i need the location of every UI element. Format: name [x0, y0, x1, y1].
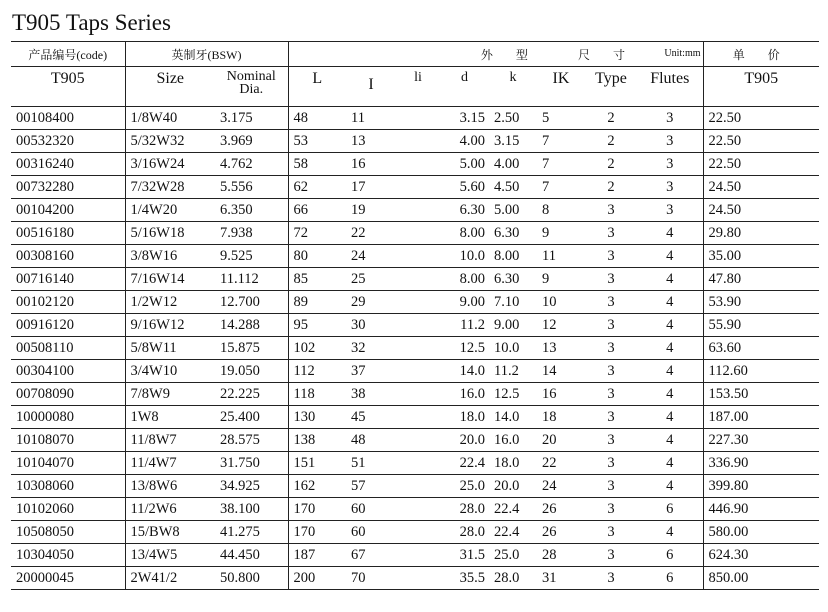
cell-code: 10104070	[11, 452, 125, 475]
cell-size: 5/16W18	[125, 222, 215, 245]
cell-nominal: 14.288	[215, 314, 288, 337]
cell-nominal: 3.175	[215, 107, 288, 130]
cell-type: 2	[585, 176, 637, 199]
cell-price: 187.00	[703, 406, 819, 429]
cell-nominal: 44.450	[215, 544, 288, 567]
table-row	[11, 291, 819, 314]
cell-li	[396, 291, 440, 314]
table-row	[11, 222, 819, 245]
cell-IK: 22	[537, 452, 585, 475]
cell-code: 10102060	[11, 498, 125, 521]
header-dimensions-group	[288, 42, 703, 67]
table-row	[11, 544, 819, 567]
cell-nominal: 31.750	[215, 452, 288, 475]
cell-d: 28.0	[440, 521, 489, 544]
cell-price: 63.60	[703, 337, 819, 360]
cell-code: 00716140	[11, 268, 125, 291]
cell-nominal: 28.575	[215, 429, 288, 452]
cell-I: 60	[346, 498, 396, 521]
cell-li	[396, 429, 440, 452]
cell-flutes: 4	[637, 222, 703, 245]
cell-d: 4.00	[440, 130, 489, 153]
table-row	[11, 567, 819, 590]
cell-IK: 9	[537, 268, 585, 291]
cell-li	[396, 107, 440, 130]
table-row	[11, 199, 819, 222]
cell-d: 5.60	[440, 176, 489, 199]
cell-IK: 5	[537, 107, 585, 130]
cell-I: 11	[346, 107, 396, 130]
cell-d: 5.00	[440, 153, 489, 176]
cell-price: 580.00	[703, 521, 819, 544]
cell-type: 3	[585, 314, 637, 337]
cell-nominal: 25.400	[215, 406, 288, 429]
cell-price: 112.60	[703, 360, 819, 383]
cell-k: 22.4	[489, 498, 537, 521]
cell-price: 22.50	[703, 153, 819, 176]
cell-flutes: 4	[637, 452, 703, 475]
cell-L: 102	[288, 337, 346, 360]
cell-L: 62	[288, 176, 346, 199]
cell-d: 11.2	[440, 314, 489, 337]
cell-d: 18.0	[440, 406, 489, 429]
cell-L: 130	[288, 406, 346, 429]
cell-nominal: 50.800	[215, 567, 288, 590]
cell-type: 2	[585, 130, 637, 153]
cell-IK: 7	[537, 153, 585, 176]
cell-type: 3	[585, 475, 637, 498]
cell-IK: 12	[537, 314, 585, 337]
cell-price: 24.50	[703, 176, 819, 199]
cell-code: 10304050	[11, 544, 125, 567]
header-IK: IK	[537, 67, 585, 107]
cell-IK: 28	[537, 544, 585, 567]
cell-k: 8.00	[489, 245, 537, 268]
cell-flutes: 6	[637, 567, 703, 590]
cell-I: 70	[346, 567, 396, 590]
cell-k: 4.00	[489, 153, 537, 176]
cell-I: 38	[346, 383, 396, 406]
cell-code: 00508110	[11, 337, 125, 360]
cell-k: 14.0	[489, 406, 537, 429]
cell-size: 9/16W12	[125, 314, 215, 337]
header-price: T905	[703, 67, 819, 107]
cell-I: 51	[346, 452, 396, 475]
cell-price: 227.30	[703, 429, 819, 452]
cell-price: 35.00	[703, 245, 819, 268]
cell-size: 11/8W7	[125, 429, 215, 452]
table-row	[11, 153, 819, 176]
cell-L: 89	[288, 291, 346, 314]
cell-I: 48	[346, 429, 396, 452]
cell-size: 13/4W5	[125, 544, 215, 567]
table-row	[11, 498, 819, 521]
cell-price: 24.50	[703, 199, 819, 222]
cell-d: 16.0	[440, 383, 489, 406]
cell-d: 10.0	[440, 245, 489, 268]
cell-price: 399.80	[703, 475, 819, 498]
cell-code: 00108400	[11, 107, 125, 130]
cell-k: 6.30	[489, 268, 537, 291]
table-row	[11, 383, 819, 406]
cell-L: 138	[288, 429, 346, 452]
cell-type: 3	[585, 245, 637, 268]
cell-k: 3.15	[489, 130, 537, 153]
cell-code: 10108070	[11, 429, 125, 452]
cell-code: 00104200	[11, 199, 125, 222]
cell-type: 3	[585, 291, 637, 314]
cell-li	[396, 498, 440, 521]
cell-code: 20000045	[11, 567, 125, 590]
cell-nominal: 22.225	[215, 383, 288, 406]
cell-nominal: 41.275	[215, 521, 288, 544]
table-row	[11, 337, 819, 360]
cell-L: 48	[288, 107, 346, 130]
cell-IK: 7	[537, 176, 585, 199]
cell-size: 5/8W11	[125, 337, 215, 360]
table-row	[11, 406, 819, 429]
cell-L: 53	[288, 130, 346, 153]
header-d: d	[440, 67, 489, 107]
cell-I: 57	[346, 475, 396, 498]
table-row	[11, 452, 819, 475]
cell-type: 3	[585, 429, 637, 452]
cell-flutes: 4	[637, 360, 703, 383]
cell-size: 11/2W6	[125, 498, 215, 521]
cell-size: 7/16W14	[125, 268, 215, 291]
cell-IK: 20	[537, 429, 585, 452]
cell-d: 8.00	[440, 222, 489, 245]
header-flutes: Flutes	[637, 67, 703, 107]
cell-IK: 8	[537, 199, 585, 222]
cell-IK: 24	[537, 475, 585, 498]
cell-li	[396, 360, 440, 383]
cell-size: 1/2W12	[125, 291, 215, 314]
cell-type: 3	[585, 360, 637, 383]
cell-price: 55.90	[703, 314, 819, 337]
cell-size: 1/4W20	[125, 199, 215, 222]
cell-k: 11.2	[489, 360, 537, 383]
cell-nominal: 11.112	[215, 268, 288, 291]
cell-flutes: 4	[637, 314, 703, 337]
cell-L: 118	[288, 383, 346, 406]
cell-type: 3	[585, 567, 637, 590]
page-title: T905 Taps Series	[12, 10, 171, 35]
cell-I: 60	[346, 521, 396, 544]
cell-type: 2	[585, 107, 637, 130]
cell-type: 3	[585, 544, 637, 567]
cell-I: 30	[346, 314, 396, 337]
cell-li	[396, 475, 440, 498]
header-li: li	[396, 67, 440, 107]
cell-L: 170	[288, 521, 346, 544]
cell-li	[396, 314, 440, 337]
cell-d: 14.0	[440, 360, 489, 383]
cell-price: 624.30	[703, 544, 819, 567]
cell-type: 3	[585, 337, 637, 360]
cell-li	[396, 245, 440, 268]
cell-code: 10000080	[11, 406, 125, 429]
cell-L: 66	[288, 199, 346, 222]
cell-flutes: 4	[637, 406, 703, 429]
cell-type: 3	[585, 268, 637, 291]
table-row	[11, 130, 819, 153]
cell-nominal: 5.556	[215, 176, 288, 199]
cell-price: 47.80	[703, 268, 819, 291]
cell-k: 9.00	[489, 314, 537, 337]
header-code: T905	[11, 67, 125, 107]
cell-li	[396, 268, 440, 291]
cell-IK: 7	[537, 130, 585, 153]
cell-L: 200	[288, 567, 346, 590]
cell-I: 17	[346, 176, 396, 199]
cell-size: 11/4W7	[125, 452, 215, 475]
cell-d: 28.0	[440, 498, 489, 521]
cell-li	[396, 521, 440, 544]
cell-code: 00316240	[11, 153, 125, 176]
cell-k: 18.0	[489, 452, 537, 475]
table-body	[11, 107, 819, 590]
header-bsw-group: 英制牙(BSW)	[125, 42, 288, 67]
header-code-group: 产品编号(code)	[11, 42, 125, 67]
header-group-row	[11, 42, 819, 67]
cell-nominal: 3.969	[215, 130, 288, 153]
cell-code: 10508050	[11, 521, 125, 544]
cell-flutes: 4	[637, 337, 703, 360]
cell-li	[396, 199, 440, 222]
cell-L: 58	[288, 153, 346, 176]
cell-flutes: 3	[637, 199, 703, 222]
cell-size: 15/BW8	[125, 521, 215, 544]
cell-size: 13/8W6	[125, 475, 215, 498]
cell-flutes: 6	[637, 544, 703, 567]
header-sub-row	[11, 67, 819, 107]
header-L: L	[288, 67, 346, 107]
cell-nominal: 38.100	[215, 498, 288, 521]
cell-size: 3/4W10	[125, 360, 215, 383]
cell-I: 19	[346, 199, 396, 222]
taps-table	[11, 41, 819, 590]
cell-code: 10308060	[11, 475, 125, 498]
cell-IK: 10	[537, 291, 585, 314]
cell-size: 3/8W16	[125, 245, 215, 268]
table-row	[11, 521, 819, 544]
cell-flutes: 6	[637, 498, 703, 521]
cell-d: 22.4	[440, 452, 489, 475]
table-row	[11, 360, 819, 383]
cell-type: 3	[585, 383, 637, 406]
cell-price: 850.00	[703, 567, 819, 590]
cell-d: 25.0	[440, 475, 489, 498]
cell-code: 00304100	[11, 360, 125, 383]
cell-nominal: 9.525	[215, 245, 288, 268]
table-row	[11, 176, 819, 199]
cell-li	[396, 567, 440, 590]
cell-I: 25	[346, 268, 396, 291]
cell-type: 3	[585, 452, 637, 475]
cell-size: 3/16W24	[125, 153, 215, 176]
cell-code: 00308160	[11, 245, 125, 268]
table-row	[11, 429, 819, 452]
cell-I: 32	[346, 337, 396, 360]
cell-I: 16	[346, 153, 396, 176]
cell-nominal: 7.938	[215, 222, 288, 245]
cell-li	[396, 406, 440, 429]
cell-L: 95	[288, 314, 346, 337]
cell-price: 22.50	[703, 130, 819, 153]
cell-nominal: 34.925	[215, 475, 288, 498]
cell-price: 29.80	[703, 222, 819, 245]
cell-flutes: 4	[637, 383, 703, 406]
cell-I: 22	[346, 222, 396, 245]
cell-IK: 14	[537, 360, 585, 383]
cell-d: 6.30	[440, 199, 489, 222]
header-price-group: 单 价	[703, 42, 819, 67]
cell-type: 2	[585, 153, 637, 176]
cell-size: 1W8	[125, 406, 215, 429]
cell-flutes: 4	[637, 245, 703, 268]
cell-k: 22.4	[489, 521, 537, 544]
cell-L: 162	[288, 475, 346, 498]
cell-nominal: 19.050	[215, 360, 288, 383]
cell-I: 13	[346, 130, 396, 153]
cell-IK: 13	[537, 337, 585, 360]
table-row	[11, 314, 819, 337]
cell-L: 112	[288, 360, 346, 383]
header-nominal: Nominal Dia.	[215, 67, 288, 107]
cell-code: 00102120	[11, 291, 125, 314]
header-k: k	[489, 67, 537, 107]
cell-d: 12.5	[440, 337, 489, 360]
cell-IK: 9	[537, 222, 585, 245]
cell-type: 3	[585, 498, 637, 521]
cell-type: 3	[585, 199, 637, 222]
cell-L: 187	[288, 544, 346, 567]
cell-IK: 16	[537, 383, 585, 406]
cell-I: 67	[346, 544, 396, 567]
cell-price: 22.50	[703, 107, 819, 130]
header-type: Type	[585, 67, 637, 107]
cell-flutes: 3	[637, 153, 703, 176]
cell-flutes: 3	[637, 130, 703, 153]
dims-label-1: 外 型	[480, 47, 538, 62]
cell-d: 9.00	[440, 291, 489, 314]
header-I: I	[346, 67, 396, 107]
cell-flutes: 3	[637, 107, 703, 130]
cell-IK: 18	[537, 406, 585, 429]
cell-li	[396, 452, 440, 475]
cell-L: 151	[288, 452, 346, 475]
cell-size: 7/32W28	[125, 176, 215, 199]
cell-k: 28.0	[489, 567, 537, 590]
cell-li	[396, 176, 440, 199]
cell-li	[396, 544, 440, 567]
table-row	[11, 268, 819, 291]
cell-IK: 26	[537, 521, 585, 544]
cell-size: 2W41/2	[125, 567, 215, 590]
cell-I: 29	[346, 291, 396, 314]
cell-nominal: 12.700	[215, 291, 288, 314]
cell-li	[396, 153, 440, 176]
cell-code: 00532320	[11, 130, 125, 153]
cell-k: 12.5	[489, 383, 537, 406]
cell-I: 37	[346, 360, 396, 383]
cell-flutes: 4	[637, 521, 703, 544]
cell-size: 1/8W40	[125, 107, 215, 130]
cell-k: 25.0	[489, 544, 537, 567]
cell-code: 00732280	[11, 176, 125, 199]
cell-flutes: 3	[637, 176, 703, 199]
cell-li	[396, 383, 440, 406]
cell-size: 7/8W9	[125, 383, 215, 406]
cell-price: 446.90	[703, 498, 819, 521]
table-row	[11, 107, 819, 130]
cell-k: 16.0	[489, 429, 537, 452]
cell-k: 2.50	[489, 107, 537, 130]
header-size: Size	[125, 67, 215, 107]
cell-nominal: 6.350	[215, 199, 288, 222]
cell-IK: 11	[537, 245, 585, 268]
table-row	[11, 245, 819, 268]
cell-L: 170	[288, 498, 346, 521]
cell-flutes: 4	[637, 291, 703, 314]
cell-L: 80	[288, 245, 346, 268]
cell-d: 20.0	[440, 429, 489, 452]
cell-k: 6.30	[489, 222, 537, 245]
cell-type: 3	[585, 406, 637, 429]
cell-k: 4.50	[489, 176, 537, 199]
cell-price: 336.90	[703, 452, 819, 475]
cell-price: 53.90	[703, 291, 819, 314]
cell-d: 35.5	[440, 567, 489, 590]
dims-label-2: 尺 寸	[577, 47, 635, 62]
cell-d: 8.00	[440, 268, 489, 291]
cell-d: 3.15	[440, 107, 489, 130]
cell-I: 24	[346, 245, 396, 268]
cell-flutes: 4	[637, 475, 703, 498]
cell-flutes: 4	[637, 429, 703, 452]
table-row	[11, 475, 819, 498]
cell-k: 20.0	[489, 475, 537, 498]
unit-label: Unit:mm	[664, 47, 701, 59]
cell-d: 31.5	[440, 544, 489, 567]
cell-k: 5.00	[489, 199, 537, 222]
cell-L: 85	[288, 268, 346, 291]
cell-type: 3	[585, 521, 637, 544]
cell-IK: 26	[537, 498, 585, 521]
cell-I: 45	[346, 406, 396, 429]
cell-type: 3	[585, 222, 637, 245]
cell-code: 00916120	[11, 314, 125, 337]
cell-code: 00708090	[11, 383, 125, 406]
cell-nominal: 4.762	[215, 153, 288, 176]
cell-code: 00516180	[11, 222, 125, 245]
cell-L: 72	[288, 222, 346, 245]
cell-price: 153.50	[703, 383, 819, 406]
cell-IK: 31	[537, 567, 585, 590]
cell-nominal: 15.875	[215, 337, 288, 360]
cell-flutes: 4	[637, 268, 703, 291]
cell-li	[396, 337, 440, 360]
cell-size: 5/32W32	[125, 130, 215, 153]
cell-li	[396, 130, 440, 153]
cell-li	[396, 222, 440, 245]
cell-k: 7.10	[489, 291, 537, 314]
cell-k: 10.0	[489, 337, 537, 360]
